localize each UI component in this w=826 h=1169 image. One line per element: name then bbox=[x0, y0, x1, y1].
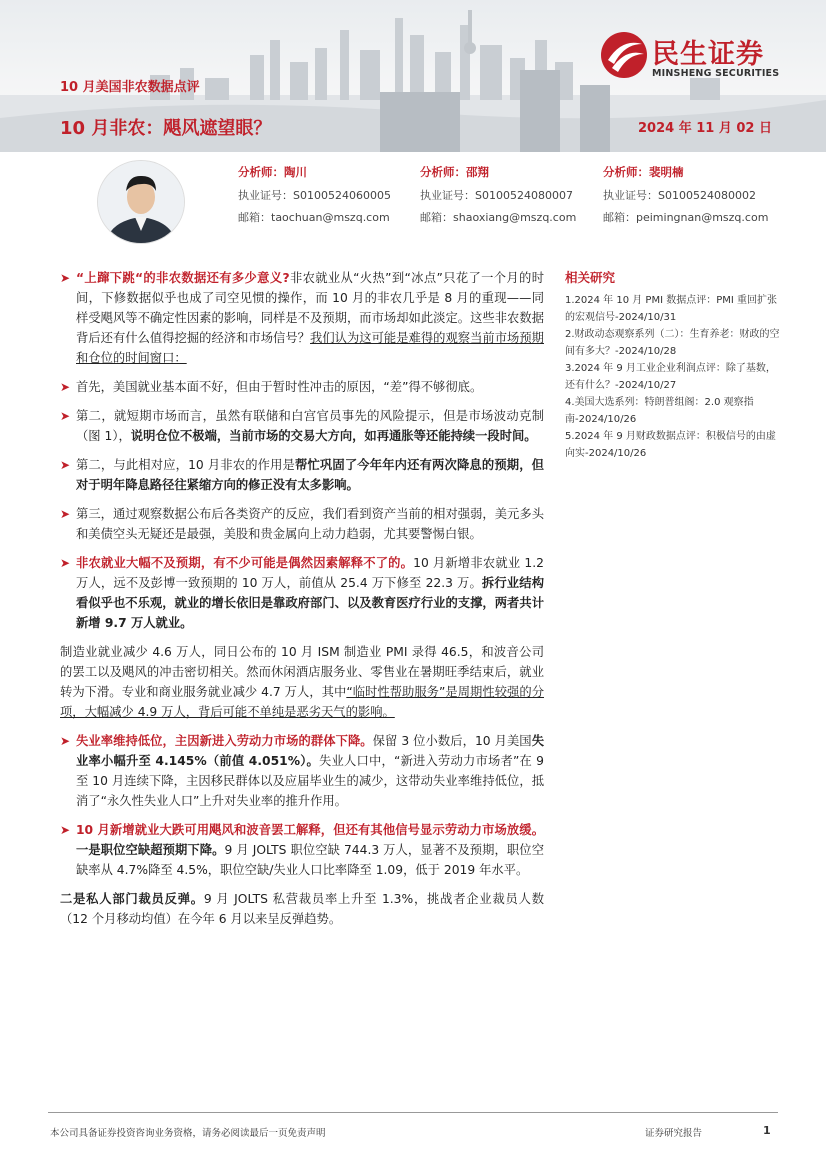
analyst-2 bbox=[420, 164, 576, 231]
analyst-name: 分析师：裴明楠 bbox=[603, 165, 684, 179]
footer-report-type: 证券研究报告 bbox=[645, 1128, 703, 1139]
paragraph-text: 非农就业从“火热”到“冰点”只花了一个月的时间，下修数据似乎也成了司空见惯的操作，而 10 月的非农几乎是 8 月的重现——同样受飓风等不确定性因素的影响，同样是不及预期，而市场却如此淡定。这些非农数据背后还有什么值得挖掘的经济和市场信号？ bbox=[76, 271, 544, 345]
related-research-sidebar bbox=[565, 268, 780, 462]
paragraph-9 bbox=[60, 820, 544, 880]
analyst-portrait-icon bbox=[98, 161, 184, 243]
paragraph-highlight: 失业率维持低位，主因新进入劳动力市场的群体下降。 bbox=[76, 734, 373, 748]
logo-chinese-name: 民生证券 bbox=[652, 39, 764, 70]
paragraph-text: 第二，与此相对应，10 月非农的作用是 bbox=[76, 458, 296, 472]
paragraph-highlight: 非农就业大幅不及预期，有不少可能是偶然因素解释不了的。 bbox=[76, 556, 414, 570]
bullet-arrow-icon: ➤ bbox=[60, 271, 71, 285]
paragraph-text: 保留 3 位小数后，10 月美国 bbox=[372, 734, 532, 748]
bullet-arrow-icon: ➤ bbox=[60, 734, 71, 748]
paragraph-3 bbox=[60, 406, 544, 446]
report-date: 2024 年 11 月 02 日 bbox=[638, 121, 772, 136]
paragraph-bold: 失业率小幅升至 4.145%（前值 4.051%）。 bbox=[76, 734, 544, 768]
paragraph-bold: 一是职位空缺超预期下降。 bbox=[76, 843, 225, 857]
bullet-arrow-icon: ➤ bbox=[60, 458, 71, 472]
report-title: 10 月非农：飓风遮望眼？ bbox=[60, 118, 272, 139]
paragraph-10 bbox=[60, 889, 544, 929]
paragraph-bold: 二是私人部门裁员反弹。 bbox=[60, 892, 204, 906]
paragraph-text: 10 月新增非农就业 1.2 万人，远不及彭博一致预期的 10 万人，前值从 25.4 万下修至 22.3 万。 bbox=[76, 556, 544, 590]
bullet-arrow-icon: ➤ bbox=[60, 823, 71, 837]
paragraph-4 bbox=[60, 455, 544, 495]
analyst-3 bbox=[603, 164, 768, 231]
analyst-email[interactable]: 邮箱：taochuan@mszq.com bbox=[238, 211, 390, 224]
footer-divider bbox=[48, 1112, 778, 1113]
analyst-email[interactable]: 邮箱：peimingnan@mszq.com bbox=[603, 211, 769, 224]
paragraph-text: 失业人口中，“新进入劳动力市场者”在 9 至 10 月连续下降，主因移民群体以及应届毕业生的减少，这带动失业率维持低位，抵消了“永久性失业人口”上升对失业率的推升作用。 bbox=[76, 754, 544, 808]
analyst-cert: 执业证号：S0100524060005 bbox=[238, 189, 391, 202]
bullet-arrow-icon: ➤ bbox=[60, 380, 71, 394]
analyst-photo bbox=[97, 160, 185, 244]
report-type: 10 月美国非农数据点评 bbox=[60, 80, 200, 95]
bullet-arrow-icon: ➤ bbox=[60, 409, 71, 423]
paragraph-text: 第三，通过观察数据公布后各类资产的反应，我们看到资产当前的相对强弱，美元多头和美债空头无疑还是最强，美股和贵金属向上动力趋弱，尤其要警惕白银。 bbox=[76, 507, 544, 541]
logo-english-name: MINSHENG SECURITIES bbox=[652, 68, 780, 79]
analyst-1 bbox=[238, 164, 391, 231]
analyst-email[interactable]: 邮箱：shaoxiang@mszq.com bbox=[420, 211, 577, 224]
paragraph-text: 9 月 JOLTS 私营裁员率上升至 1.3%，挑战者企业裁员人数（12 个月移动均值）在今年 6 月以来呈反弹趋势。 bbox=[60, 892, 544, 926]
paragraph-text: 制造业就业减少 4.6 万人，同日公布的 10 月 ISM 制造业 PMI 录得 46.5，和波音公司的罢工以及飓风的冲击密切相关。然而休闲酒店服务业、零售业在暑期旺季结束后，就业转为下滑。专业和商业服务就业减少 4.7 万人，其中 bbox=[60, 645, 544, 699]
bullet-arrow-icon: ➤ bbox=[60, 556, 71, 570]
related-research-item[interactable]: 3.2024 年 9 月工业企业利润点评：除了基数，还有什么？-2024/10/27 bbox=[565, 363, 776, 391]
header-banner bbox=[0, 0, 826, 152]
paragraph-underline: 我们认为这可能是难得的观察当前市场预期和仓位的时间窗口： bbox=[76, 331, 544, 365]
paragraph-text: 首先，美国就业基本面不好，但由于暂时性冲击的原因，“差”得不够彻底。 bbox=[76, 380, 483, 394]
paragraph-2 bbox=[60, 377, 544, 397]
paragraph-6 bbox=[60, 553, 544, 633]
related-research-item[interactable]: 2.财政动态观察系列（二）：生育养老：财政的空间有多大？-2024/10/28 bbox=[565, 329, 780, 357]
related-research-item[interactable]: 5.2024 年 9 月财政数据点评：积极信号的由虚向实-2024/10/26 bbox=[565, 431, 776, 459]
footer-disclaimer: 本公司具备证券投资咨询业务资格，请务必阅读最后一页免责声明 bbox=[50, 1128, 326, 1139]
related-research-item[interactable]: 4.美国大选系列：特朗普组阁：2.0 观察指南-2024/10/26 bbox=[565, 397, 754, 425]
paragraph-5 bbox=[60, 504, 544, 544]
minsheng-logo bbox=[600, 30, 800, 84]
paragraph-1 bbox=[60, 268, 544, 368]
paragraph-bold: 帮忙巩固了今年年内还有两次降息的预期，但对于明年降息路径往紧缩方向的修正没有太多影响。 bbox=[76, 458, 544, 492]
paragraph-8 bbox=[60, 731, 544, 811]
page-number: 1 bbox=[763, 1124, 771, 1137]
paragraph-underline: “临时性帮助服务”是周期性较强的分项，大幅减少 4.9 万人，背后可能不单纯是恶劣天气的影响。 bbox=[60, 685, 544, 719]
report-body bbox=[60, 268, 544, 938]
paragraph-highlight: 10 月新增就业大跌可用飓风和波音罢工解释，但还有其他信号显示劳动力市场放缓。 bbox=[76, 823, 544, 837]
related-research-title: 相关研究 bbox=[565, 270, 616, 285]
analyst-cert: 执业证号：S0100524080002 bbox=[603, 189, 756, 202]
paragraph-highlight: “上蹿下跳“的非农数据还有多少意义? bbox=[76, 271, 290, 285]
analyst-cert: 执业证号：S0100524080007 bbox=[420, 189, 573, 202]
paragraph-text: 9 月 JOLTS 职位空缺 744.3 万人，显著不及预期，职位空缺率从 4.7%降至 4.5%，职位空缺/失业人口比率降至 1.09，低于 2019 年水平。 bbox=[76, 843, 544, 877]
minsheng-logo-mark-icon bbox=[600, 30, 648, 80]
paragraph-7 bbox=[60, 642, 544, 722]
bullet-arrow-icon: ➤ bbox=[60, 507, 71, 521]
related-research-item[interactable]: 1.2024 年 10 月 PMI 数据点评：PMI 重回扩张的宏观信号-2024/10/31 bbox=[565, 295, 778, 323]
paragraph-bold: 说明仓位不极端，当前市场的交易大方向，如再通胀等还能持续一段时间。 bbox=[130, 429, 537, 443]
paragraph-text: 第二，就短期市场而言，虽然有联储和白宫官员事先的风险提示，但是市场波动克制（图 1）， bbox=[76, 409, 544, 443]
analyst-name: 分析师：陶川 bbox=[238, 165, 307, 179]
paragraph-bold: 拆行业结构看似乎也不乐观，就业的增长依旧是靠政府部门、以及教育医疗行业的支撑，两者共计新增 9.7 万人就业。 bbox=[76, 576, 544, 630]
analyst-name: 分析师：邵翔 bbox=[420, 165, 489, 179]
